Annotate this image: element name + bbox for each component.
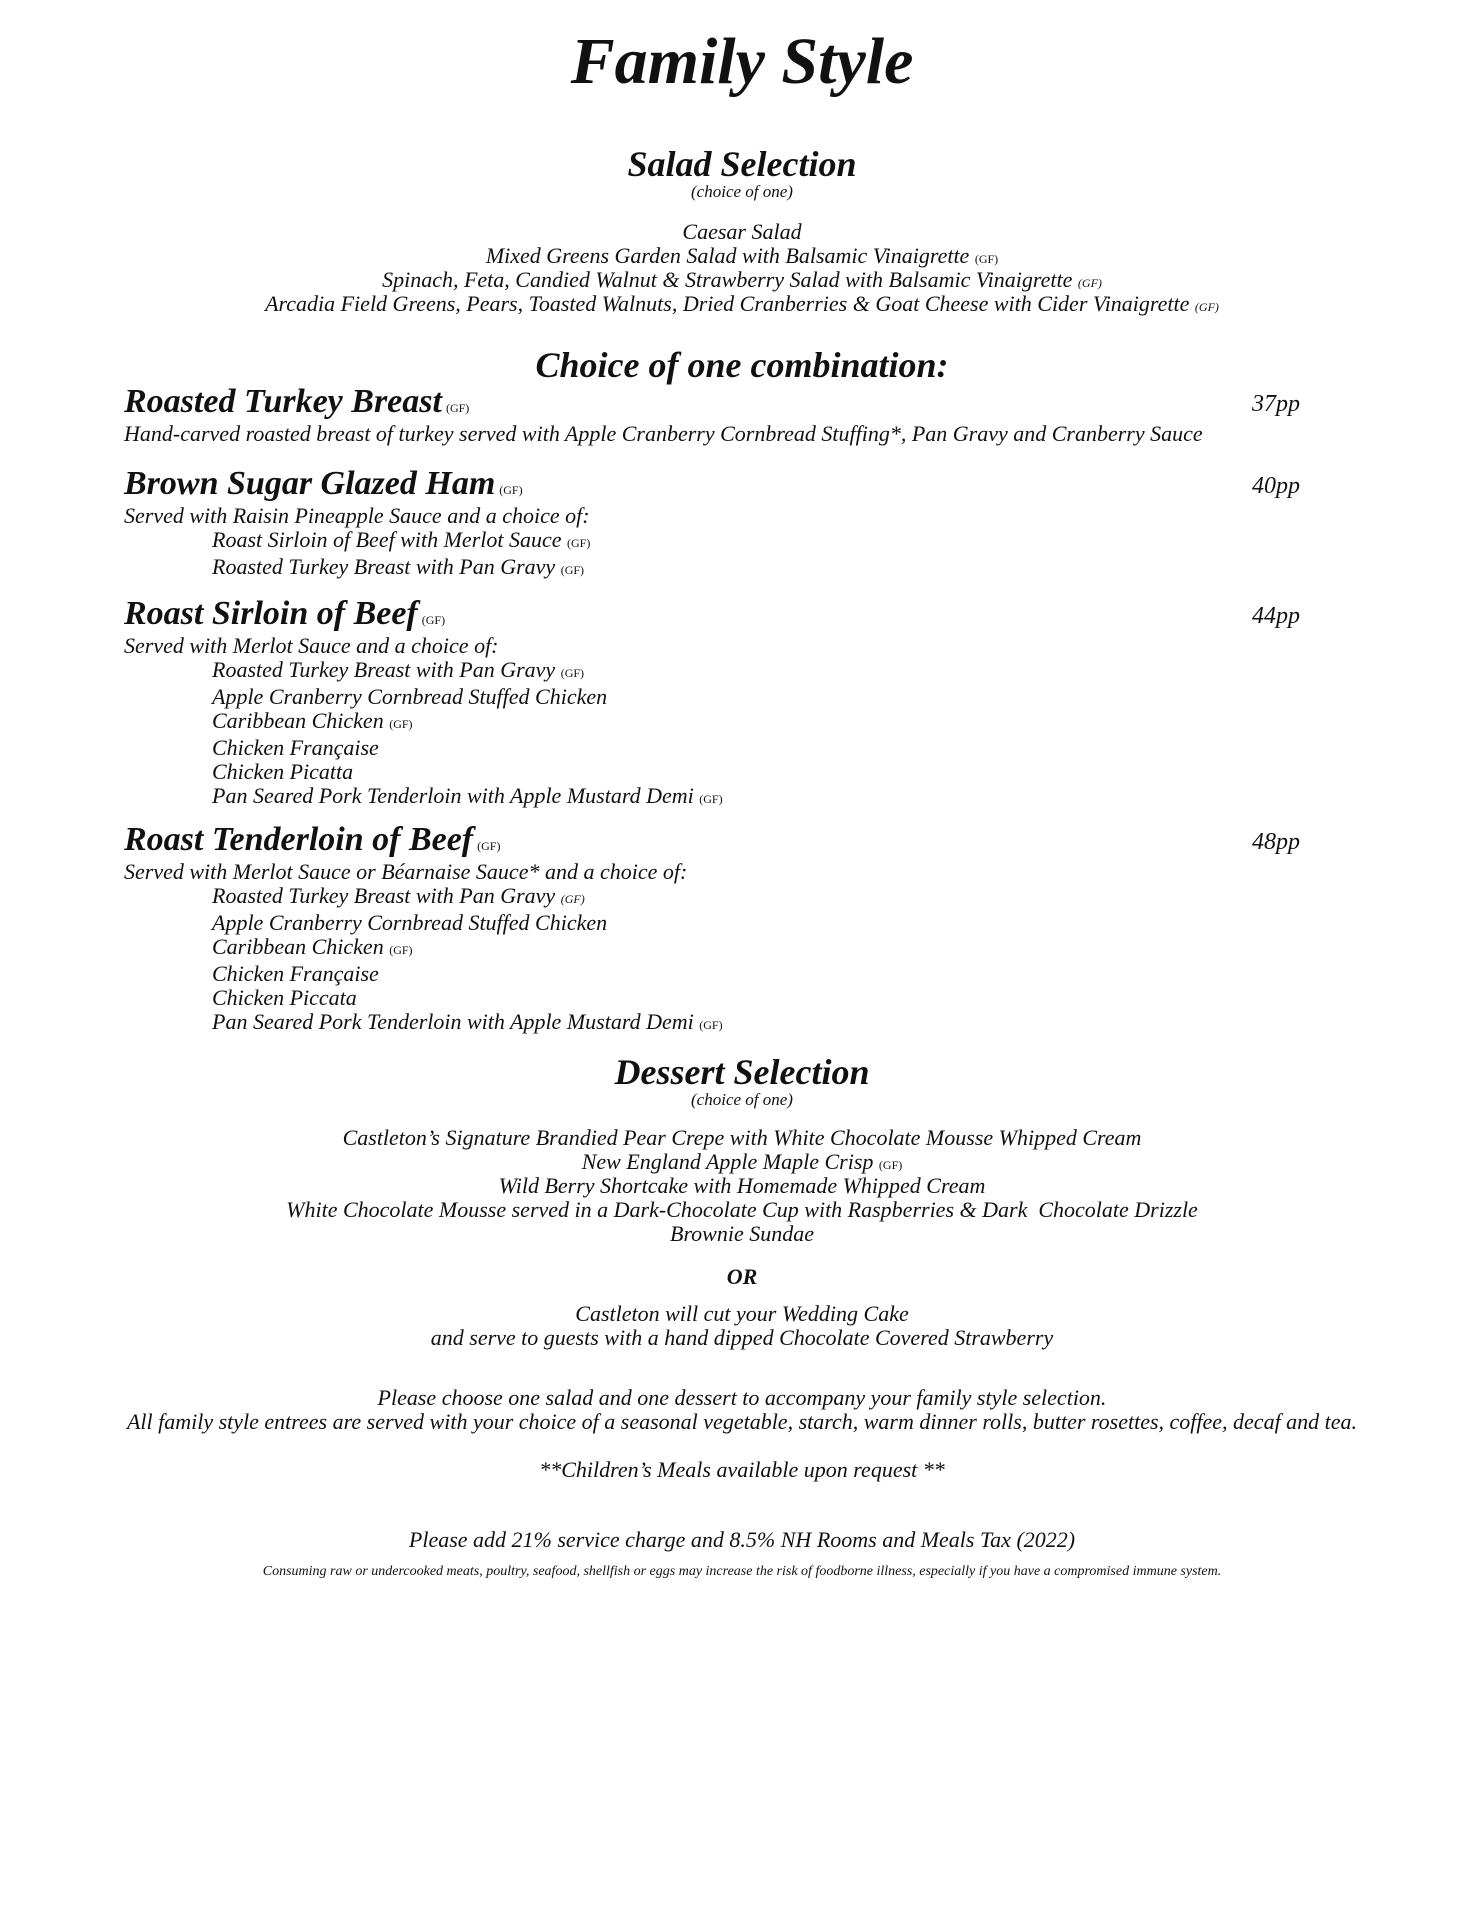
selection-note: Please choose one salad and one dessert to accompany your family style selection. bbox=[377, 1385, 1107, 1410]
dessert-section-title: Dessert Selection bbox=[614, 1052, 870, 1092]
entree-choice bbox=[212, 911, 1360, 935]
choice-name: Chicken Piccata bbox=[212, 985, 357, 1010]
choice-name: Apple Cranberry Cornbread Stuffed Chicken bbox=[212, 684, 608, 709]
gluten-free-tag: (GF) bbox=[389, 943, 413, 957]
dessert-item-name: Castleton’s Signature Brandied Pear Crepe with White Chocolate Mousse Whipped Cream bbox=[342, 1125, 1142, 1150]
dessert-item bbox=[0, 1174, 1484, 1198]
entree-description: Served with Merlot Sauce and a choice of: bbox=[124, 633, 499, 658]
entree-choice bbox=[212, 884, 1360, 911]
entree-choice-list bbox=[124, 528, 1360, 582]
entree-choice bbox=[212, 528, 1360, 555]
choice-name: Caribbean Chicken bbox=[212, 934, 384, 959]
dessert-item-name: White Chocolate Mousse served in a Dark-Chocolate Cup with Raspberries & Dark Chocolate Drizzle bbox=[286, 1197, 1198, 1222]
entree-price: 37pp bbox=[1252, 391, 1300, 417]
gluten-free-tag: (GF) bbox=[567, 536, 591, 550]
wedding-cake-line: and serve to guests with a hand dipped Chocolate Covered Strawberry bbox=[430, 1325, 1054, 1350]
choice-name: Chicken Française bbox=[212, 961, 379, 986]
entree-choice bbox=[212, 935, 1360, 962]
salad-section-title: Salad Selection bbox=[627, 144, 857, 184]
gluten-free-tag: (GF) bbox=[1194, 300, 1219, 314]
entree-turkey bbox=[124, 382, 1360, 446]
entree-name: Brown Sugar Glazed Ham bbox=[124, 465, 496, 502]
dessert-item bbox=[0, 1126, 1484, 1150]
gluten-free-tag: (GF) bbox=[560, 563, 585, 577]
entree-choice bbox=[212, 658, 1360, 685]
entree-service-note: All family style entrees are served with your choice of a seasonal vegetable, starch, warm dinner rolls, butter rosettes, coffee, decaf and tea. bbox=[126, 1409, 1358, 1434]
wedding-cake-line: Castleton will cut your Wedding Cake bbox=[575, 1301, 909, 1326]
entree-choice bbox=[212, 685, 1360, 709]
gluten-free-tag: (GF) bbox=[560, 892, 585, 906]
choice-name: Apple Cranberry Cornbread Stuffed Chicken bbox=[212, 910, 608, 935]
entree-description: Served with Raisin Pineapple Sauce and a choice of: bbox=[124, 503, 590, 528]
entree-header bbox=[124, 820, 1360, 860]
choice-name: Chicken Picatta bbox=[212, 759, 354, 784]
choice-name: Roast Sirloin of Beef with Merlot Sauce bbox=[212, 527, 562, 552]
salad-item-name: Mixed Greens Garden Salad with Balsamic Vinaigrette bbox=[485, 243, 970, 268]
entree-choice bbox=[212, 736, 1360, 760]
gluten-free-tag: (GF) bbox=[389, 717, 413, 731]
entree-description: Served with Merlot Sauce or Béarnaise Sauce* and a choice of: bbox=[124, 859, 688, 884]
entree-price: 48pp bbox=[1252, 829, 1300, 855]
entree-choice bbox=[212, 555, 1360, 582]
gluten-free-tag: (GF) bbox=[560, 666, 585, 680]
entree-choice-list bbox=[124, 884, 1360, 1037]
choice-name: Roasted Turkey Breast with Pan Gravy bbox=[212, 657, 556, 682]
choice-name: Pan Seared Pork Tenderloin with Apple Mustard Demi bbox=[212, 1009, 694, 1034]
entree-description: Hand-carved roasted breast of turkey served with Apple Cranberry Cornbread Stuffing*, Pan Gravy and Cranberry Sauce bbox=[124, 421, 1203, 446]
dessert-choice-note: (choice of one) bbox=[691, 1090, 793, 1109]
entree-header bbox=[124, 382, 1360, 422]
gluten-free-tag: (GF) bbox=[445, 401, 470, 415]
food-safety-disclaimer: Consuming raw or undercooked meats, poultry, seafood, shellfish or eggs may increase the risk of foodborne illness, especially if you have a compromised immune system. bbox=[262, 1564, 1222, 1579]
entree-header bbox=[124, 464, 1360, 504]
combination-title: Choice of one combination: bbox=[535, 345, 949, 385]
or-separator: OR bbox=[726, 1264, 758, 1289]
dessert-item-name: Brownie Sundae bbox=[670, 1221, 814, 1246]
salad-item-name: Spinach, Feta, Candied Walnut & Strawberry Salad with Balsamic Vinaigrette bbox=[382, 267, 1073, 292]
gluten-free-tag: (GF) bbox=[974, 252, 999, 266]
choice-name: Roasted Turkey Breast with Pan Gravy bbox=[212, 883, 556, 908]
gluten-free-tag: (GF) bbox=[699, 1018, 723, 1032]
entree-name: Roast Tenderloin of Beef bbox=[124, 821, 474, 858]
entree-tenderloin bbox=[124, 820, 1360, 1037]
gluten-free-tag: (GF) bbox=[499, 483, 523, 497]
entree-choice bbox=[212, 986, 1360, 1010]
dessert-item bbox=[0, 1198, 1484, 1222]
entree-price: 40pp bbox=[1252, 473, 1300, 499]
entree-choice-list bbox=[124, 658, 1360, 811]
entree-name: Roasted Turkey Breast bbox=[124, 383, 442, 420]
entree-choice bbox=[212, 784, 1360, 811]
gluten-free-tag: (GF) bbox=[699, 792, 723, 806]
entree-choice bbox=[212, 709, 1360, 736]
choice-name: Roasted Turkey Breast with Pan Gravy bbox=[212, 554, 556, 579]
gluten-free-tag: (GF) bbox=[421, 613, 446, 627]
entree-header bbox=[124, 594, 1360, 634]
gluten-free-tag: (GF) bbox=[1077, 276, 1102, 290]
salad-item bbox=[0, 292, 1484, 319]
salad-item-name: Caesar Salad bbox=[682, 219, 802, 244]
entree-choice bbox=[212, 760, 1360, 784]
entree-name: Roast Sirloin of Beef bbox=[124, 595, 418, 632]
gluten-free-tag: (GF) bbox=[878, 1158, 903, 1172]
page-title: Family Style bbox=[570, 25, 914, 98]
choice-name: Pan Seared Pork Tenderloin with Apple Mustard Demi bbox=[212, 783, 694, 808]
choice-name: Caribbean Chicken bbox=[212, 708, 384, 733]
salad-item bbox=[0, 220, 1484, 244]
childrens-meals-note: **Children’s Meals available upon request ** bbox=[539, 1457, 945, 1482]
dessert-item-name: Wild Berry Shortcake with Homemade Whipped Cream bbox=[498, 1173, 986, 1198]
entree-price: 44pp bbox=[1252, 603, 1300, 629]
salad-choice-note: (choice of one) bbox=[691, 182, 793, 201]
dessert-item bbox=[0, 1222, 1484, 1246]
dessert-item-name: New England Apple Maple Crisp bbox=[581, 1149, 874, 1174]
entree-sirloin bbox=[124, 594, 1360, 811]
entree-choice bbox=[212, 1010, 1360, 1037]
salad-item-name: Arcadia Field Greens, Pears, Toasted Walnuts, Dried Cranberries & Goat Cheese with Cider Vinaigrette bbox=[265, 291, 1190, 316]
service-charge-note: Please add 21% service charge and 8.5% NH Rooms and Meals Tax (2022) bbox=[408, 1527, 1076, 1552]
choice-name: Chicken Française bbox=[212, 735, 379, 760]
gluten-free-tag: (GF) bbox=[477, 839, 501, 853]
entree-ham bbox=[124, 464, 1360, 582]
entree-choice bbox=[212, 962, 1360, 986]
